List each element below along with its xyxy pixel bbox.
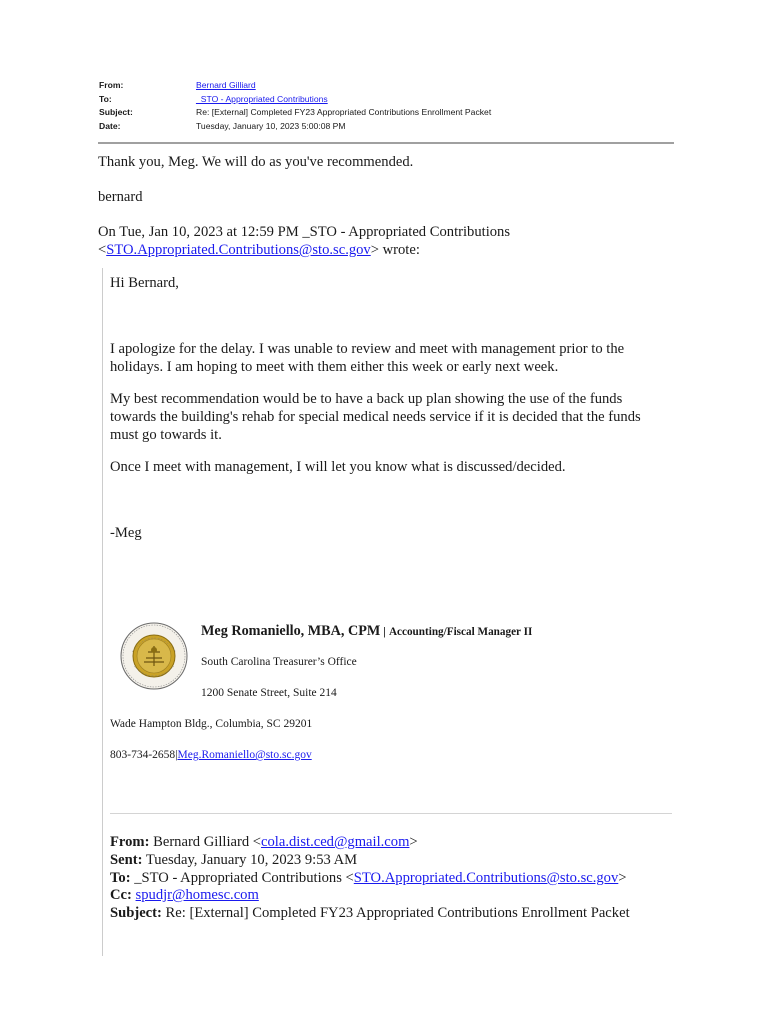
quoted-p2-line3: must go towards it. xyxy=(110,427,222,443)
signature-name-line xyxy=(201,622,532,640)
quote-bar xyxy=(102,268,103,956)
attribution-lt: < xyxy=(98,242,107,258)
quoted-p1-line1: I apologize for the delay. I was unable to review and meet with management prior to the xyxy=(110,341,625,357)
header-divider xyxy=(98,142,674,144)
quoted-p3: Once I meet with management, I will let you know what is discussed/decided. xyxy=(110,459,566,475)
fwd-sent-value: Tuesday, January 10, 2023 9:53 AM xyxy=(142,852,358,868)
fwd-to-email-link[interactable]: STO.Appropriated.Contributions@sto.sc.gov xyxy=(353,870,619,886)
header-date-label: Date: xyxy=(99,120,121,131)
fwd-subject-value: Re: [External] Completed FY23 Appropriated Contributions Enrollment Packet xyxy=(161,905,630,921)
fwd-from-line xyxy=(110,833,418,851)
attribution-tail: > wrote: xyxy=(370,242,420,258)
header-subject-value: Re: [External] Completed FY23 Appropriated Contributions Enrollment Packet xyxy=(196,107,492,117)
fwd-from-name: Bernard Gilliard < xyxy=(149,834,262,850)
fwd-subject-line xyxy=(110,904,630,922)
header-subject-row xyxy=(99,107,674,121)
quoted-greeting: Hi Bernard, xyxy=(110,275,179,291)
header-to-row xyxy=(99,94,674,108)
signature-separator: | xyxy=(380,624,389,638)
quoted-p1-line2: holidays. I am hoping to meet with them either this week or early next week. xyxy=(110,359,559,375)
fwd-sent-line xyxy=(110,851,357,869)
attribution-line: On Tue, Jan 10, 2023 at 12:59 PM _STO - Appropriated Contributions xyxy=(98,224,511,240)
fwd-cc-line xyxy=(110,886,259,904)
attribution-email-link[interactable]: STO.Appropriated.Contributions@sto.sc.gov xyxy=(106,242,371,258)
quoted-signoff: -Meg xyxy=(110,525,142,541)
fwd-to-line xyxy=(110,869,627,887)
email-header xyxy=(99,80,674,134)
fwd-from-label: From: xyxy=(110,834,150,850)
fwd-cc-email-link[interactable]: spudjr@homesc.com xyxy=(135,887,259,903)
reply-signoff: bernard xyxy=(98,189,143,205)
fwd-to-tail: > xyxy=(618,870,627,886)
quoted-p2-line2: towards the building's rehab for special medical needs service if it is decided that the funds xyxy=(110,409,641,425)
signature-street: 1200 Senate Street, Suite 214 xyxy=(201,687,337,699)
header-from-label: From: xyxy=(99,80,124,90)
fwd-from-email-link[interactable]: cola.dist.ced@gmail.com xyxy=(261,834,410,850)
signature-phone: 803-734-2658 xyxy=(110,749,176,761)
fwd-to-name: _STO - Appropriated Contributions < xyxy=(130,870,354,886)
fwd-sent-label: Sent: xyxy=(110,852,143,868)
header-to-label: To: xyxy=(99,93,112,104)
header-date-row xyxy=(99,121,674,135)
signature-email-link[interactable]: Meg.Romaniello@sto.sc.gov xyxy=(177,749,312,761)
fwd-from-tail: > xyxy=(409,834,418,850)
signature-building: Wade Hampton Bldg., Columbia, SC 29201 xyxy=(110,718,313,730)
signature-contact-line xyxy=(110,749,312,761)
signature-title: Accounting/Fiscal Manager II xyxy=(388,626,533,638)
forward-divider xyxy=(110,813,672,814)
signature-name: Meg Romaniello, MBA, CPM xyxy=(201,623,381,639)
header-from-link[interactable]: Bernard Gilliard xyxy=(196,80,256,90)
signature-office: South Carolina Treasurer’s Office xyxy=(201,656,357,668)
header-subject-label: Subject: xyxy=(99,107,133,117)
attribution-email-line xyxy=(98,241,420,259)
fwd-to-label: To: xyxy=(110,870,131,886)
fwd-cc-label: Cc: xyxy=(110,887,132,903)
signature-phone-sep: | xyxy=(175,749,178,761)
fwd-subject-label: Subject: xyxy=(110,905,162,921)
quoted-p2-line1: My best recommendation would be to have a back up plan showing the use of the funds xyxy=(110,391,623,407)
reply-line: Thank you, Meg. We will do as you've recommended. xyxy=(98,154,414,170)
header-date-value: Tuesday, January 10, 2023 5:00:08 PM xyxy=(196,120,346,131)
header-to-link[interactable]: _STO - Appropriated Contributions xyxy=(196,93,328,104)
header-from-row xyxy=(99,80,674,94)
state-treasurer-seal-icon xyxy=(120,622,188,690)
